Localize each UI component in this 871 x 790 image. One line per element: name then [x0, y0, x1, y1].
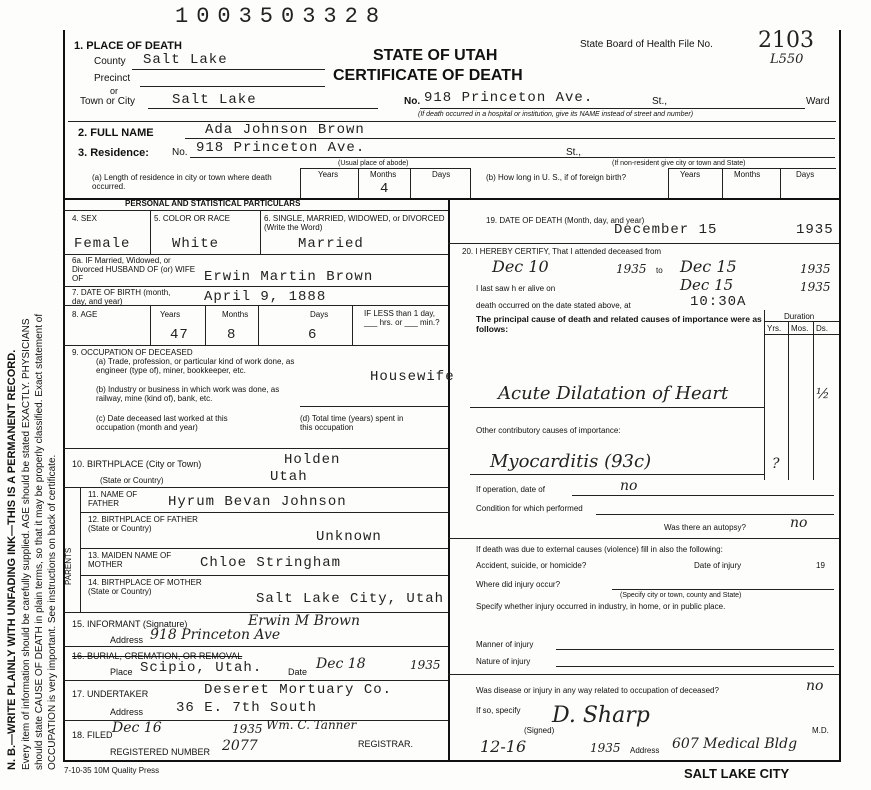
- condition-label: Condition for which performed: [476, 504, 583, 513]
- nature-label: Nature of injury: [476, 657, 531, 666]
- mos-label: Mos.: [791, 324, 809, 333]
- last-saw-value: Dec 15: [680, 276, 734, 294]
- occupation-d-label: (d) Total time (years) spent in this occupation: [300, 414, 404, 432]
- burial-label: 16. BURIAL, CREMATION, OR REMOVAL: [72, 651, 243, 661]
- father-label: 11. NAME OF FATHER: [88, 490, 138, 508]
- father-bp-value: Unknown: [316, 529, 382, 545]
- parents-label: PARENTS: [64, 547, 73, 585]
- file-note: L550: [770, 52, 804, 67]
- occupation-related-label: Was disease or injury in any way related to occupation of deceased?: [476, 686, 719, 695]
- father-value: Hyrum Bevan Johnson: [168, 494, 347, 510]
- specify-note: (Specify city or town, county and State): [620, 592, 742, 599]
- injury-year-label: 19: [816, 561, 825, 570]
- death-date-value: December 15: [614, 222, 718, 238]
- signed-label: (Signed): [524, 726, 555, 735]
- husband-value: Erwin Martin Brown: [204, 269, 374, 285]
- filed-signature: Wm. C. Tanner: [266, 718, 357, 732]
- res-years-label: Years: [318, 170, 339, 179]
- age-months-label: Months: [222, 310, 249, 319]
- top-number: 1003503328: [175, 4, 388, 29]
- residence-value: 918 Princeton Ave.: [196, 140, 366, 156]
- father-bp-label: 12. BIRTHPLACE OF FATHER (State or Country): [88, 515, 198, 533]
- occupation-a-label: (a) Trade, profession, or particular kind of work done, as engineer (type of), miner, bookkeeper, etc.: [96, 357, 295, 375]
- occupation-c-label: (c) Date deceased last worked at this occupation (month and year): [96, 414, 228, 432]
- town-label: Town or City: [80, 96, 136, 107]
- operation-value: no: [620, 478, 638, 494]
- place-heading: 1. PLACE OF DEATH: [74, 40, 182, 52]
- undertaker-value: Deseret Mortuary Co.: [204, 682, 393, 698]
- birthplace-state-label: (State or Country): [100, 476, 164, 485]
- color-value: White: [172, 236, 220, 252]
- age-label: 8. AGE: [72, 310, 98, 319]
- manner-label: Manner of injury: [476, 640, 534, 649]
- mother-label: 13. MAIDEN NAME OF MOTHER: [88, 551, 172, 569]
- occupation-related-value: no: [806, 678, 824, 694]
- registered-number: 2077: [222, 738, 258, 754]
- husband-label: 6a. IF Married, Widowed, or Divorced HUSBAND OF (or) WIFE OF: [72, 256, 196, 283]
- last-saw-year: 1935: [800, 280, 831, 294]
- contributory-label: Other contributory causes of importance:: [476, 426, 621, 435]
- filed-year: 1935: [232, 722, 263, 736]
- full-name-value: Ada Johnson Brown: [205, 122, 365, 138]
- street-no-label: No.: [404, 96, 421, 107]
- precinct-label: Precinct: [94, 73, 131, 84]
- undertaker-address: 36 E. 7th South: [176, 700, 318, 716]
- burial-date: Dec 18: [316, 656, 366, 672]
- length-label: (a) Length of residence in city or town where death occurred.: [92, 173, 272, 191]
- contributory-duration: ?: [772, 456, 780, 472]
- attended-to: Dec 15: [680, 257, 737, 276]
- us-days-label: Days: [796, 170, 815, 179]
- sidebar-warning: N. B.—WRITE PLAINLY WITH UNFADING INK—THIS IS A PERMANENT RECORD.: [6, 349, 18, 770]
- undertaker-address-label: Address: [110, 707, 144, 717]
- where-injury-label: Where did injury occur?: [476, 580, 561, 589]
- doctor-address-label: Address: [630, 746, 660, 755]
- footer-code: 7-10-35 10M Quality Press: [64, 766, 160, 775]
- yrs-label: Yrs.: [767, 324, 782, 333]
- street-value: 918 Princeton Ave.: [424, 90, 594, 106]
- informant-address: 918 Princeton Ave: [150, 627, 281, 643]
- occupation-value: Housewife: [370, 369, 455, 385]
- res-months-value: 4: [380, 181, 390, 197]
- residence-no-label: No.: [172, 147, 188, 158]
- death-date-label: 19. DATE OF DEATH (Month, day, and year): [486, 216, 645, 225]
- autopsy-value: no: [790, 515, 808, 531]
- city-stamp: SALT LAKE CITY: [684, 766, 790, 781]
- birthplace-city: Holden: [284, 452, 341, 468]
- residence-label: 3. Residence:: [78, 147, 149, 159]
- residence-st-label: St.,: [566, 147, 582, 158]
- if-so-label: If so, specify: [476, 706, 521, 715]
- informant-label: 15. INFORMANT (Signature): [72, 619, 188, 629]
- ds-label: Ds.: [816, 324, 828, 333]
- us-months-label: Months: [734, 170, 761, 179]
- last-saw-label: I last saw h er alive on: [476, 284, 556, 293]
- nonres-note: (If non-resident give city or town and State): [612, 160, 746, 167]
- external-causes-label: If death was due to external causes (violence) fill in also the following:: [476, 545, 723, 554]
- or-label: or: [110, 86, 119, 96]
- full-name-label: 2. FULL NAME: [78, 127, 154, 139]
- contributory-cause: Myocarditis (93c): [490, 451, 652, 472]
- doctor-address: 607 Medical Bldg: [672, 736, 798, 752]
- board-file-label: State Board of Health File No.: [580, 39, 713, 50]
- cert-title: CERTIFICATE OF DEATH: [333, 67, 523, 84]
- sidebar-instructions-2: should state CAUSE OF DEATH in plain terms, so that it may be properly classified. Exact statement of: [34, 313, 45, 770]
- burial-year: 1935: [410, 658, 441, 672]
- cause-duration: ½: [816, 386, 830, 402]
- injury-date-label: Date of injury: [694, 561, 742, 570]
- death-time: 10:30A: [690, 294, 747, 310]
- age-months-value: 8: [227, 327, 237, 343]
- mother-bp-label: 14. BIRTHPLACE OF MOTHER (State or Country): [88, 578, 202, 596]
- birth-label: 7. DATE OF BIRTH (month, day, and year): [72, 288, 171, 306]
- sidebar-instructions-3: OCCUPATION is very important. See instructions on back of certificate.: [47, 454, 58, 770]
- attended-to-year: 1935: [800, 262, 831, 276]
- burial-place-label: Place: [110, 667, 133, 677]
- burial-date-label: Date: [288, 667, 308, 677]
- ward-label: Ward: [806, 96, 830, 107]
- specify-label: Specify whether injury occurred in industry, in home, or in public place.: [476, 602, 726, 611]
- signed-date: 12-16: [480, 737, 527, 756]
- color-label: 5. COLOR OR RACE: [154, 214, 231, 223]
- marital-label: 6. SINGLE, MARRIED, WIDOWED, or DIVORCED (Write the Word): [264, 214, 445, 232]
- duration-label: Duration: [784, 312, 815, 321]
- filed-label: 18. FILED: [72, 730, 113, 740]
- burial-place: Scipio, Utah.: [140, 660, 263, 676]
- personal-heading: PERSONAL AND STATISTICAL PARTICULARS: [125, 199, 301, 208]
- birthplace-state: Utah: [270, 469, 308, 485]
- age-days-label: Days: [310, 310, 329, 319]
- occupation-label: 9. OCCUPATION OF DECEASED: [72, 348, 193, 357]
- principal-cause-label: The principal cause of death and related causes of importance were as follows:: [476, 314, 762, 334]
- attended-from: Dec 10: [492, 257, 549, 276]
- occupation-b-label: (b) Industry or business in which work was done, as railway, mine (kind of), bank, etc.: [96, 385, 280, 403]
- cause-of-death: Acute Dilatation of Heart: [498, 383, 729, 404]
- informant-address-label: Address: [110, 635, 144, 645]
- us-label: (b) How long in U. S., if of foreign birth?: [486, 173, 627, 182]
- sex-value: Female: [74, 236, 131, 252]
- res-months-label: Months: [370, 170, 397, 179]
- age-years-value: 47: [170, 327, 189, 343]
- usual-note: (Usual place of abode): [338, 160, 409, 167]
- birthplace-label: 10. BIRTHPLACE (City or Town): [72, 459, 202, 469]
- attended-from-year: 1935: [616, 262, 647, 276]
- doctor-signature: D. Sharp: [552, 703, 650, 728]
- filed-date: Dec 16: [112, 720, 162, 736]
- death-year-value: 1935: [796, 222, 834, 238]
- mother-value: Chloe Stringham: [200, 555, 342, 571]
- state-title: STATE OF UTAH: [373, 47, 498, 64]
- st-label: St.,: [652, 96, 668, 107]
- age-years-label: Years: [160, 310, 181, 319]
- to-label: to: [656, 266, 663, 275]
- us-years-label: Years: [680, 170, 701, 179]
- age-days-value: 6: [308, 327, 318, 343]
- registrar-label: REGISTRAR.: [358, 739, 414, 749]
- operation-label: If operation, date of: [476, 485, 545, 494]
- registered-number-label: REGISTERED NUMBER: [110, 747, 211, 757]
- signed-year: 1935: [590, 741, 621, 755]
- accident-label: Accident, suicide, or homicide?: [476, 561, 587, 570]
- less-day-label: IF LESS than 1 day, ___ hrs. or ___ min.?: [364, 309, 440, 327]
- town-value: Salt Lake: [172, 92, 257, 108]
- undertaker-label: 17. UNDERTAKER: [72, 689, 149, 699]
- birth-value: April 9, 1888: [204, 289, 327, 305]
- sex-label: 4. SEX: [72, 214, 97, 223]
- sidebar-instructions-1: Every item of information should be carefully supplied. AGE should be stated EXACTLY. PHYSICIANS: [21, 318, 32, 770]
- hospital-note: (If death occurred in a hospital or institution, give its NAME instead of street and number): [418, 111, 694, 118]
- mother-bp-value: Salt Lake City, Utah: [256, 591, 445, 607]
- certify-label: 20. I HEREBY CERTIFY, That I attended deceased from: [462, 247, 662, 256]
- res-days-label: Days: [432, 170, 451, 179]
- marital-value: Married: [298, 236, 364, 252]
- md-label: M.D.: [812, 726, 829, 735]
- board-file-number: 2103: [758, 28, 814, 53]
- informant-signature: Erwin M Brown: [248, 613, 361, 629]
- county-label: County: [94, 56, 126, 67]
- autopsy-label: Was there an autopsy?: [664, 523, 746, 532]
- county-value: Salt Lake: [143, 52, 228, 68]
- occurred-label: death occurred on the date stated above, at: [476, 301, 631, 310]
